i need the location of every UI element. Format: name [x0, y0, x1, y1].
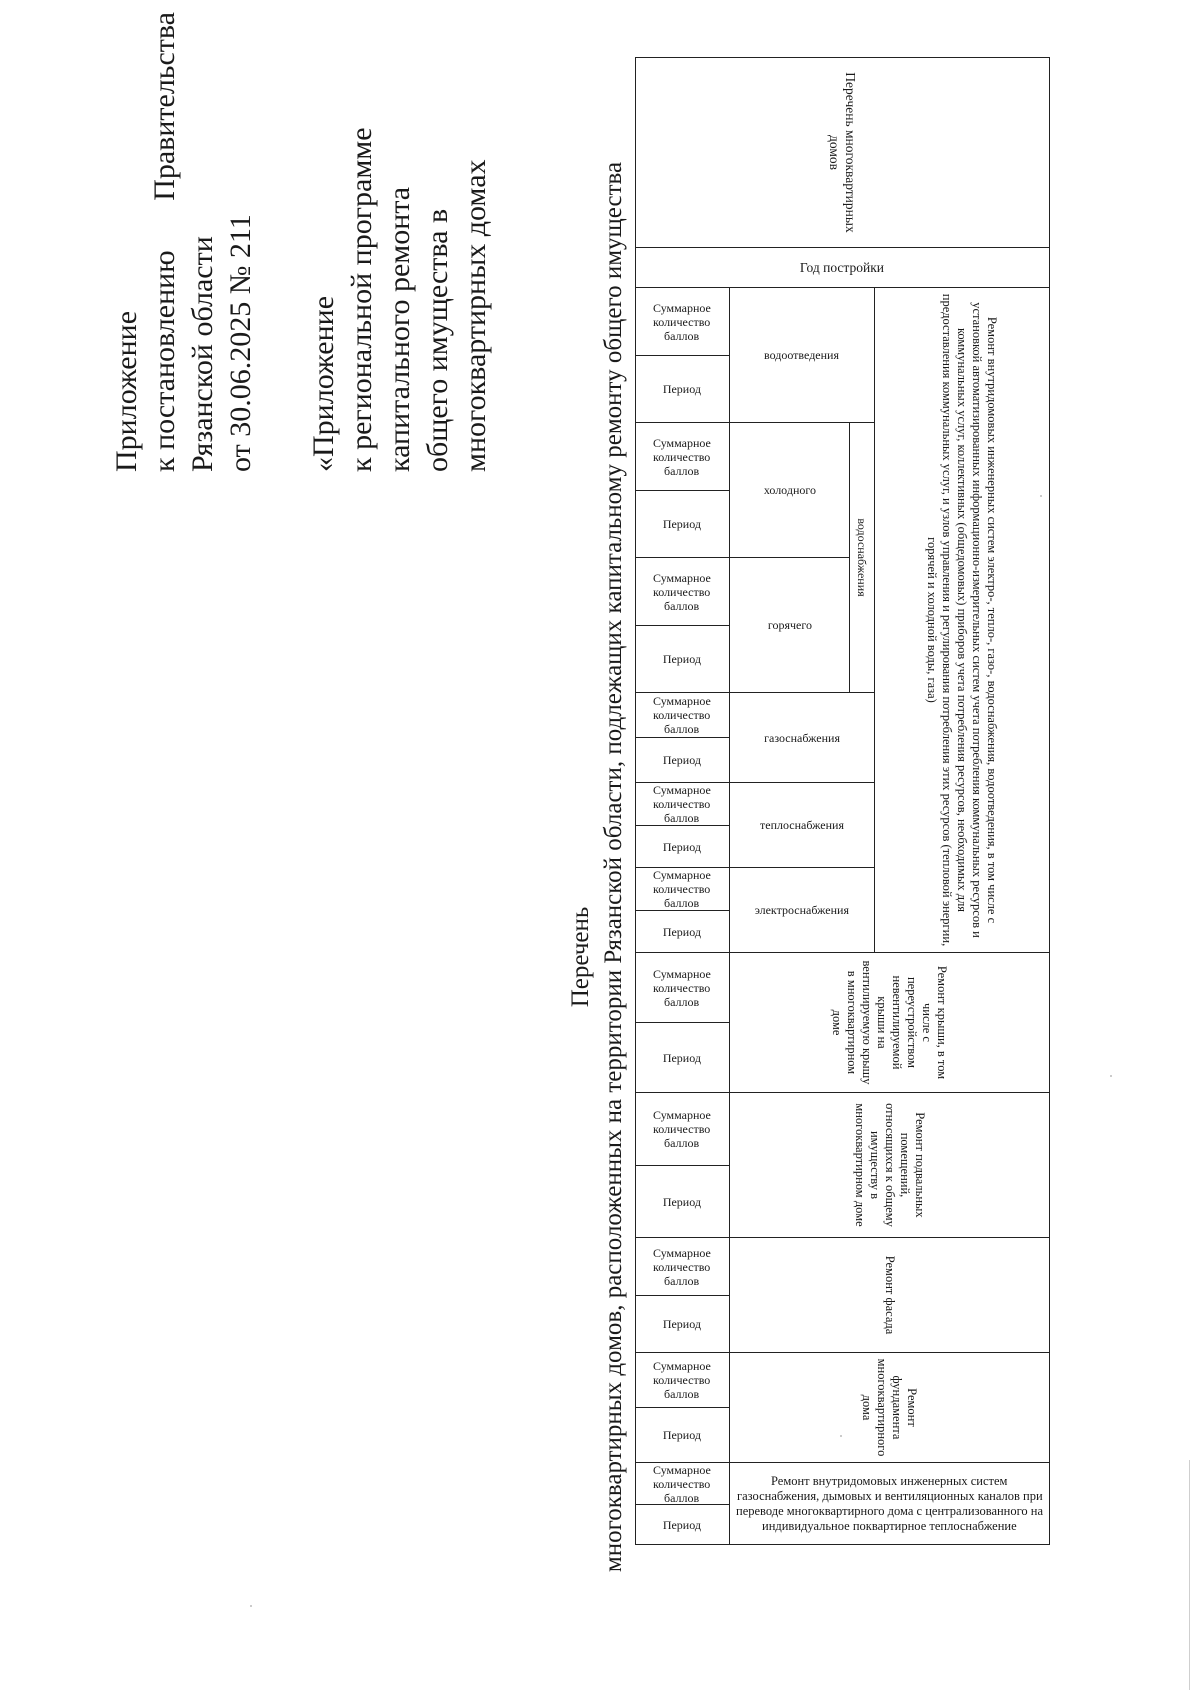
list-subtitle: многоквартирных домов, расположенных на территории Рязанской области, подлежащих капитальному ремонту общего имущества: [600, 161, 627, 1573]
period-cell-label: Период: [662, 382, 702, 396]
appendix-line-2-left: к постановлению: [148, 250, 181, 472]
score-cell: [635, 287, 730, 355]
period-cell: [635, 625, 730, 692]
houses-table: [635, 57, 1050, 1545]
appendix-line-4: от 30.06.2025 № 211: [224, 214, 257, 472]
program-appendix-block: [305, 12, 495, 472]
basement-header: [730, 1092, 1050, 1237]
score-cell-label: Суммарное количество баллов: [653, 694, 711, 736]
program-appendix-line-2: к региональной программе: [345, 127, 378, 472]
facade-label: Ремонт фасада: [883, 1255, 897, 1335]
appendix-block: [108, 12, 260, 472]
sub-water-label: водоснабжения: [855, 518, 869, 597]
period-cell: [635, 1407, 730, 1462]
foundation-header: [730, 1352, 1050, 1462]
scan-speck: [1110, 1075, 1112, 1077]
period-cell-label: Период: [662, 1194, 702, 1209]
appendix-line-3: Рязанской области: [186, 236, 219, 472]
score-cell-label: Суммарное количество баллов: [653, 300, 711, 343]
scan-edge-line: [1189, 1460, 1190, 1690]
score-cell-label: Суммарное количество баллов: [653, 435, 711, 478]
sub-heat-label: теплоснабжения: [760, 818, 844, 832]
score-cell: [635, 952, 730, 1022]
score-cell-label: Суммарное количество баллов: [653, 1245, 711, 1288]
score-cell: [635, 782, 730, 825]
period-cell: [635, 1165, 730, 1237]
sub-drainage-label: водоотведения: [764, 348, 840, 362]
engineering-systems-header: [875, 287, 1050, 952]
score-cell: [635, 422, 730, 490]
period-cell: [635, 910, 730, 952]
score-cell: [635, 867, 730, 910]
sub-electric-header: [730, 867, 875, 952]
period-cell-label: Период: [662, 1317, 702, 1331]
empty-cell: [635, 247, 730, 287]
sub-drainage-header: [730, 287, 875, 422]
score-cell-label: Суммарное количество баллов: [653, 1359, 711, 1401]
score-cell: [635, 692, 730, 737]
gas-systems-header: [730, 1462, 1050, 1545]
period-cell: [635, 825, 730, 867]
appendix-line-2: [146, 12, 184, 472]
score-cell-label: Суммарное количество баллов: [653, 868, 711, 910]
period-cell-label: Период: [662, 652, 702, 666]
engineering-systems-label: Ремонт внутридомовых инженерных систем электро-, тепло-, газо-, водоснабжения, водоотведения, в том числе с установкой автоматизированных информационно-измерительных систем учета потребления коммунальных ресурсов и коммунальных услуг, коллективных (общедомовых) приборов учета потребления ресурсов, необходимых для предоставления коммунальных услуг, и узлов управления и регулирования потребления этих ресурсов (тепловой энергии, горячей и холодной воды, газа): [925, 293, 1000, 947]
gas-systems-label: Ремонт внутридомовых инженерных систем газоснабжения, дымовых и вентиляционных каналов при переводе многоквартирного дома с централизованного на индивидуальное поквартирное теплоснабжение: [735, 1474, 1044, 1533]
period-cell-label: Период: [662, 1518, 702, 1532]
period-cell-label: Период: [662, 924, 702, 939]
score-cell-label: Суммарное количество баллов: [653, 783, 711, 825]
period-cell: [635, 490, 730, 557]
period-cell-label: Период: [662, 1050, 702, 1065]
sub-hot-header: [730, 557, 850, 692]
score-cell: [635, 1352, 730, 1407]
basement-label: Ремонт подвальных помещений, относящихся к общему имуществу в многоквартирном доме: [853, 1103, 927, 1227]
sub-hot-label: горячего: [767, 618, 812, 632]
score-cell: [635, 557, 730, 625]
score-cell-label: Суммарное количество баллов: [653, 966, 711, 1009]
period-cell-label: Период: [662, 1428, 702, 1442]
score-cell-label: Суммарное количество баллов: [653, 570, 711, 613]
list-title: Перечень: [567, 906, 594, 1008]
period-cell-label: Период: [662, 839, 702, 854]
foundation-label: Ремонт фундамента многоквартирного дома: [860, 1358, 920, 1457]
period-cell: [635, 1022, 730, 1092]
col-year-label: Год постройки: [799, 259, 885, 275]
roof-header: [730, 952, 1050, 1092]
period-cell: [635, 1295, 730, 1352]
facade-header: [730, 1237, 1050, 1352]
sub-cold-label: холодного: [763, 483, 816, 497]
score-cell: [635, 1462, 730, 1504]
program-appendix-line-3: капитального ремонта: [383, 186, 416, 472]
scan-speck: [840, 1435, 842, 1437]
sub-heat-header: [730, 782, 875, 867]
period-cell: [635, 737, 730, 782]
col-houses-label: Перечень многоквартирных домов: [827, 72, 858, 233]
appendix-title: Приложение: [110, 310, 143, 472]
score-cell: [635, 1237, 730, 1295]
appendix-line-2-right: Правительства: [148, 12, 181, 201]
program-appendix-line-1: «Приложение: [307, 295, 340, 472]
period-cell-label: Период: [662, 753, 702, 767]
scan-speck: [250, 1605, 252, 1607]
sub-cold-header: [730, 422, 850, 557]
program-appendix-line-5: многоквартирных домах: [459, 159, 492, 472]
score-cell-label: Суммарное количество баллов: [653, 1108, 711, 1150]
score-cell: [635, 1092, 730, 1165]
sub-gas-label: газоснабжения: [764, 730, 840, 745]
sub-water-header: [850, 422, 875, 692]
program-appendix-line-4: общего имущества в: [421, 208, 454, 472]
roof-label: Ремонт крыши, в том числе с переустройством невентилируемой крыши на вентилируемую крышу в многоквартирном доме: [830, 960, 950, 1085]
period-cell-label: Период: [662, 517, 702, 531]
scan-speck: [1040, 495, 1042, 497]
sub-gas-header: [730, 692, 875, 782]
period-cell: [635, 1504, 730, 1545]
score-cell-label: Суммарное количество баллов: [653, 1462, 711, 1504]
empty-cell: [635, 57, 730, 247]
period-cell: [635, 355, 730, 422]
sub-electric-label: электроснабжения: [754, 903, 850, 917]
